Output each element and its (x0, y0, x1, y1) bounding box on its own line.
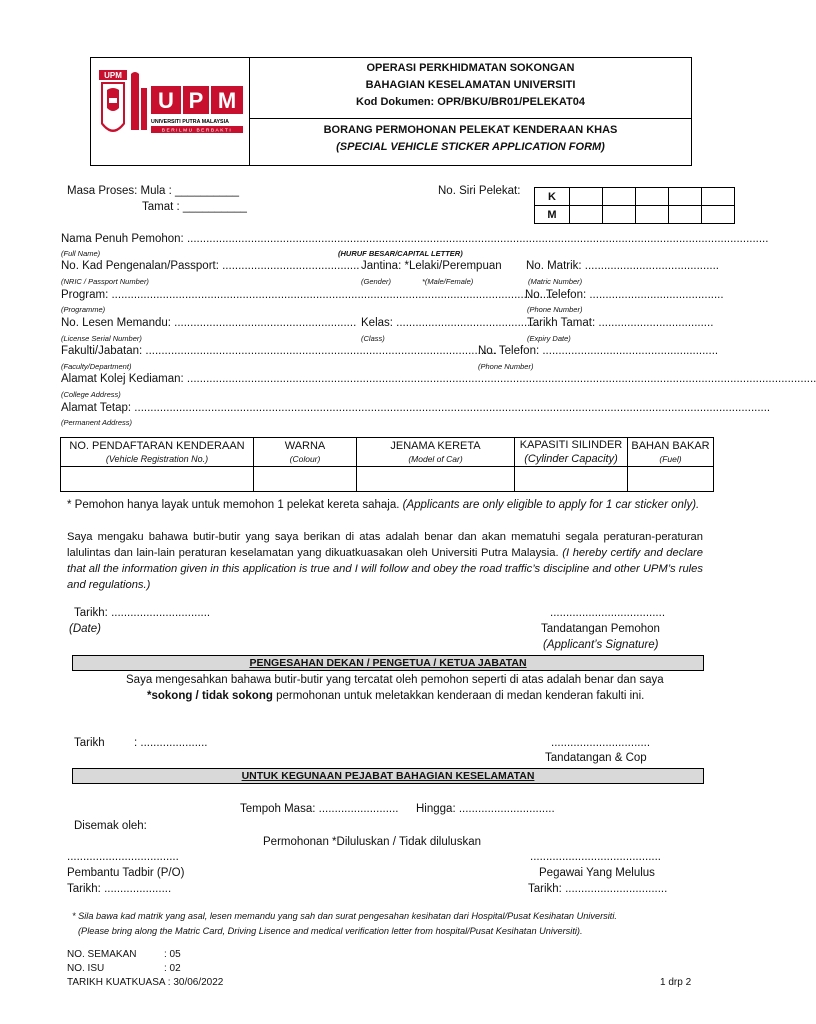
applicant-signature-line[interactable]: .................................... (550, 607, 666, 619)
vehicle-table (60, 437, 714, 492)
form-title-en: (SPECIAL VEHICLE STICKER APPLICATION FORM) (336, 141, 605, 153)
matric-hint: (Matric Number) (528, 277, 583, 286)
officer-title: Pembantu Tadbir (P/O) (67, 867, 185, 879)
header-form-title (250, 119, 691, 165)
svg-text:U: U (158, 88, 174, 113)
nama-hint: (Full Name) (61, 249, 101, 258)
col-model: JENAMA KERETA (Model of Car) (357, 438, 515, 467)
form-title: BORANG PERMOHONAN PELEKAT KENDERAAN KHAS (323, 124, 618, 136)
page-number: 1 drp 2 (660, 977, 692, 988)
license-field[interactable]: No. Lesen Memandu: ......................................................... (61, 317, 357, 329)
issue-label: NO. ISU (67, 963, 105, 974)
header-org (250, 58, 691, 119)
document-code: Kod Dokumen: OPR/BKU/BR01/PELEKAT04 (356, 96, 585, 108)
college-address-hint: (College Address) (61, 390, 121, 399)
gender-field[interactable]: Jantina: *Lelaki/Perempuan (361, 260, 502, 272)
phone-hint-2: (Phone Number) (478, 362, 534, 371)
nama-hint-capital: (HURUF BESAR/CAPITAL LETTER) (338, 249, 463, 258)
revision-label: NO. SEMAKAN (67, 949, 137, 960)
dean-signature-line[interactable]: ............................... (551, 737, 651, 749)
svg-text:BERILMU BERBAKTI: BERILMU BERBAKTI (161, 128, 233, 134)
expiry-hint: (Expiry Date) (527, 334, 571, 343)
until-field[interactable]: Hingga: .............................. (416, 803, 555, 815)
nama-field[interactable]: Nama Penuh Pemohon: ...................................................................................................................................................................................... (61, 233, 769, 245)
faculty-hint: (Faculty/Department) (61, 362, 132, 371)
dean-text-2: *sokong / tidak sokong permohonan untuk meletakkan kenderaan di medan kenderan fakulti ini. (147, 690, 645, 702)
dean-signature-label: Tandatangan & Cop (545, 752, 647, 764)
org-line-2: BAHAGIAN KESELAMATAN UNIVERSITI (365, 79, 576, 91)
gender-hint: (Gender) (361, 277, 392, 286)
dean-date-label: Tarikh (74, 737, 105, 749)
approval-status[interactable]: Permohonan *Diluluskan / Tidak diluluskan (263, 836, 481, 848)
applicant-date-en: (Date) (69, 623, 101, 635)
permanent-address-hint: (Permanent Address) (61, 418, 133, 427)
siri-row-k: K (535, 188, 570, 206)
effective-date: TARIKH KUATKUASA : 30/06/2022 (67, 977, 224, 988)
officer-signature-line[interactable]: ................................... (67, 851, 179, 863)
siri-pelekat-grid[interactable] (534, 187, 735, 224)
col-fuel: BAHAN BAKAR (Fuel) (628, 438, 714, 467)
footer-note-en: (Please bring along the Matric Card, Driving Lisence and medical verification letter from hospital/Pusat Kesihatan Universiti). (78, 926, 583, 936)
gender-hint-options: *(Male/Female) (422, 277, 474, 286)
phone-hint-1: (Phone Number) (527, 305, 583, 314)
svg-text:P: P (188, 88, 204, 113)
applicant-signature-label: Tandatangan Pemohon (541, 623, 660, 635)
vehicle-table-row[interactable] (61, 467, 714, 492)
revision-value: : 05 (164, 949, 181, 960)
license-hint: (License Serial Number) (61, 334, 142, 343)
logo-cell (91, 58, 250, 165)
program-hint: (Programme) (61, 305, 106, 314)
applicant-signature-en: (Applicant’s Signature) (543, 639, 659, 651)
ic-passport-field[interactable]: No. Kad Pengenalan/Passport: ........................................... (61, 260, 360, 272)
dean-section-title: PENGESAHAN DEKAN / PENGETUA / KETUA JABATAN (72, 655, 704, 671)
permanent-address-field[interactable]: Alamat Tetap: ....................................................................................................................................................................................................... (61, 402, 771, 414)
svg-text:UPM: UPM (104, 71, 122, 80)
upm-logo (97, 68, 247, 158)
period-field[interactable]: Tempoh Masa: ......................... (240, 803, 399, 815)
ic-passport-hint: (NRIC / Passport Number) (61, 277, 149, 286)
applicant-note: * Pemohon hanya layak untuk memohon 1 pelekat kereta sahaja. (Applicants are only eligible to apply for 1 car sticker only). (67, 499, 700, 511)
approver-signature-line[interactable]: ......................................... (530, 851, 661, 863)
col-registration: NO. PENDAFTARAN KENDERAAN (Vehicle Registration No.) (61, 438, 254, 467)
issue-value: : 02 (164, 963, 181, 974)
phone-field-2[interactable]: No. Telefon: ....................................................... (478, 345, 719, 357)
org-line-1: OPERASI PERKHIDMATAN SOKONGAN (366, 62, 575, 74)
masa-proses-tamat: Tamat : __________ (142, 201, 247, 213)
siri-pelekat-label: No. Siri Pelekat: (438, 185, 521, 197)
class-hint: (Class) (361, 334, 385, 343)
col-colour: WARNA (Colour) (254, 438, 357, 467)
svg-text:M: M (217, 88, 237, 113)
footer-note-ms: * Sila bawa kad matrik yang asal, lesen memandu yang sah dan surat pengesahan kesihatan dari Hospital/Pusat Kesihatan Universiti. (72, 911, 617, 921)
siri-row-m: M (535, 206, 570, 224)
svg-text:UNIVERSITI PUTRA MALAYSIA: UNIVERSITI PUTRA MALAYSIA (151, 119, 229, 125)
document-header (90, 57, 692, 166)
expiry-field[interactable]: Tarikh Tamat: .................................... (527, 317, 714, 329)
program-field[interactable]: Program: ........................................................................................................................................... (61, 289, 556, 301)
faculty-field[interactable]: Fakulti/Jabatan: .............................................................................................................. (61, 345, 497, 357)
matric-field[interactable]: No. Matrik: .......................................... (526, 260, 719, 272)
masa-proses-mula: Masa Proses: Mula : __________ (67, 185, 239, 197)
checked-by-label: Disemak oleh: (74, 820, 147, 832)
vehicle-table-header (61, 438, 714, 467)
class-field[interactable]: Kelas: ............................................. (361, 317, 540, 329)
approver-date[interactable]: Tarikh: ................................ (528, 883, 668, 895)
phone-field-1[interactable]: No. Telefon: .......................................... (525, 289, 724, 301)
dean-text-1: Saya mengesahkan bahawa butir-butir yang tercatat oleh pemohon seperti di atas adalah benar dan saya (126, 674, 664, 686)
approver-title: Pegawai Yang Melulus (539, 867, 655, 879)
officer-date[interactable]: Tarikh: ..................... (67, 883, 172, 895)
dean-date-field[interactable]: : ..................... (134, 737, 208, 749)
col-cylinder: KAPASITI SILINDER (Cylinder Capacity) (515, 438, 628, 467)
office-section-title: UNTUK KEGUNAAN PEJABAT BAHAGIAN KESELAMATAN (72, 768, 704, 784)
college-address-field[interactable]: Alamat Kolej Kediaman: ..................................................................................................................................................................................................... (61, 373, 816, 385)
applicant-date[interactable]: Tarikh: ............................... (74, 607, 211, 619)
declaration: Saya mengaku bahawa butir-butir yang saya berikan di atas adalah benar dan akan mematuhi segala peraturan-peraturan lalulintas dan lain-lain peraturan keselamatan yang dikuatkuasakan oleh Universiti Putra Malaysia. (I hereby certify and declare that all the information given in this application is true and I will follow and obey the road traffic’s discipline and other UPM’s rules and regulations.) (67, 531, 703, 591)
